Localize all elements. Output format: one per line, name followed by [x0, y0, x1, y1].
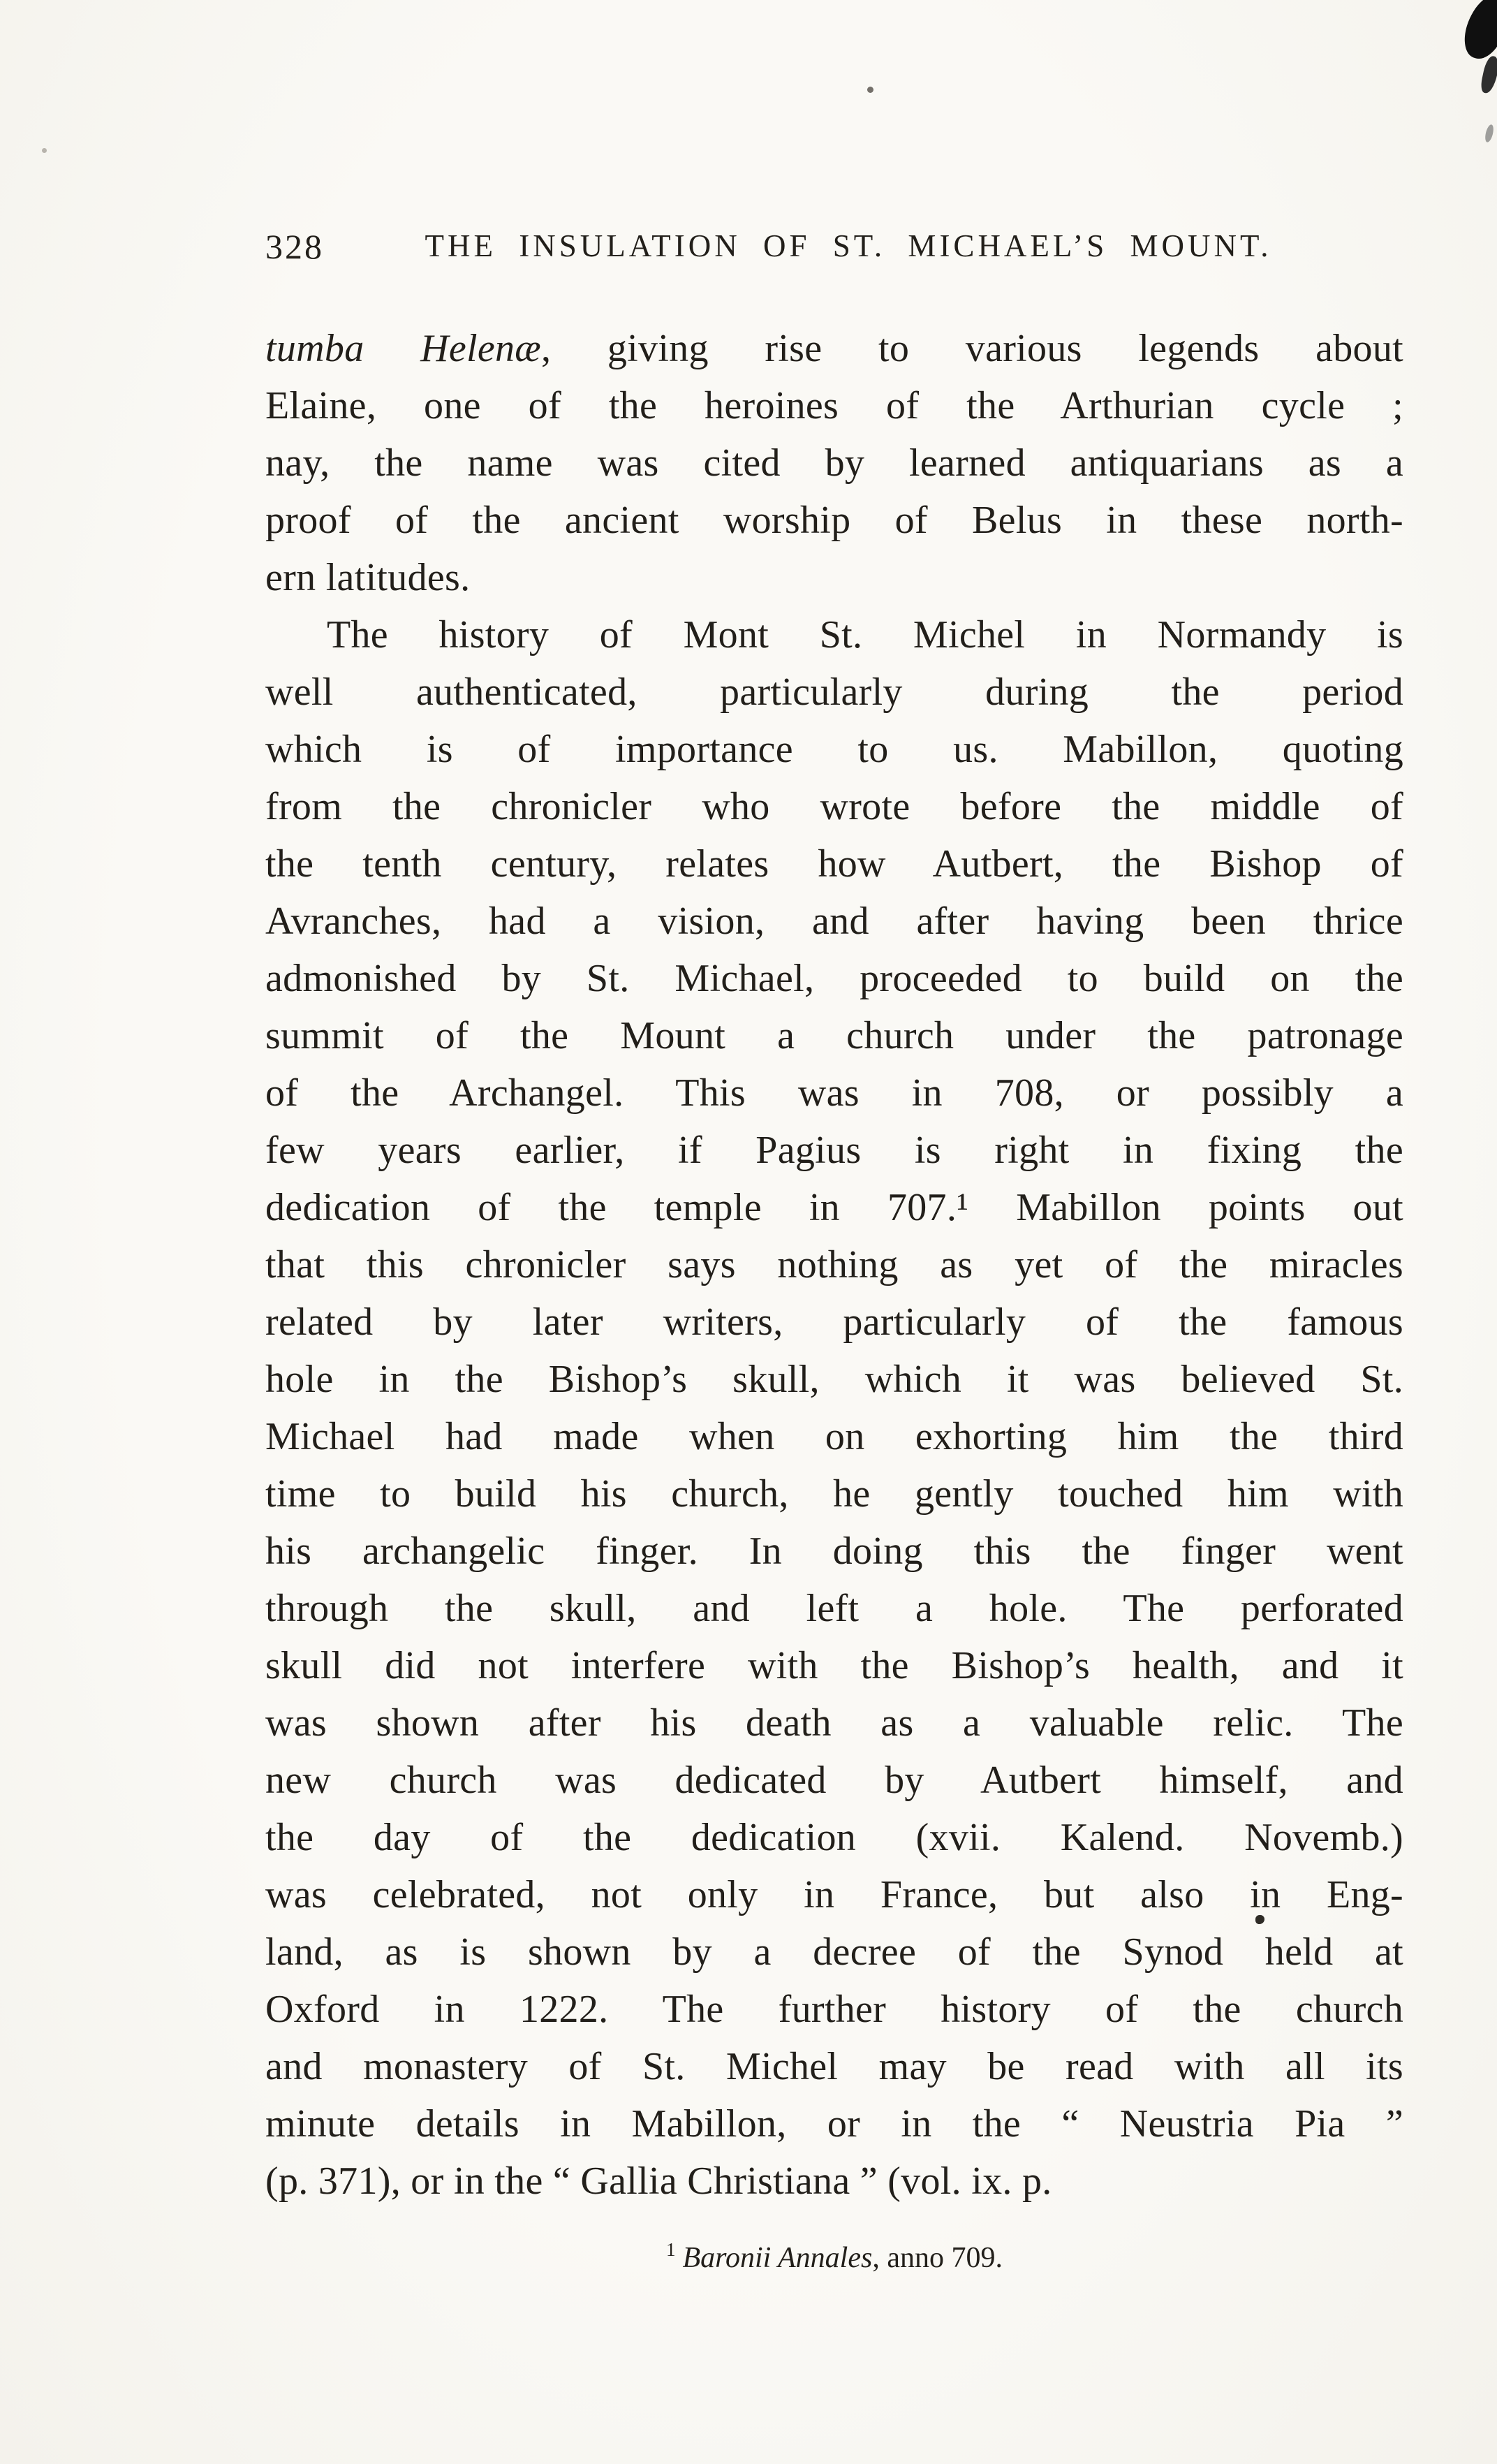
text-line: admonished by St. Michael, proceeded to build on the — [265, 957, 1403, 1000]
text-line: Avranches, had a vision, and after having been thrice — [265, 900, 1403, 943]
text-line: his archangelic finger. In doing this the finger went — [265, 1530, 1403, 1573]
text-line: was shown after his death as a valuable relic. The — [265, 1701, 1403, 1745]
text-line: and monastery of St. Michel may be read with all its — [265, 2045, 1403, 2088]
text-line: was celebrated, not only in France, but also in Eng- — [265, 1873, 1403, 1916]
italic-phrase: tumba Helenæ — [265, 327, 541, 370]
text-line: minute details in Mabillon, or in the “ Neustria Pia ” — [265, 2102, 1403, 2146]
text-segment: , giving rise to various legends about — [540, 327, 1403, 370]
text-line: well authenticated, particularly during the period — [265, 670, 1403, 714]
text-line — [265, 320, 1403, 377]
text-line: which is of importance to us. Mabillon, quoting — [265, 728, 1403, 771]
text-line: that this chronicler says nothing as yet of the miracles — [265, 1243, 1403, 1286]
text-line: time to build his church, he gently touched him with — [265, 1472, 1403, 1516]
footnote-marker: 1 — [666, 2239, 676, 2260]
text-line: ern latitudes. — [265, 556, 471, 599]
text-line: from the chronicler who wrote before the middle of — [265, 785, 1403, 828]
text-line: nay, the name was cited by learned antiquarians as a — [265, 441, 1403, 485]
text-line: through the skull, and left a hole. The perforated — [265, 1587, 1403, 1630]
page-header — [265, 223, 1403, 272]
text-line: skull did not interfere with the Bishop’s health, and it — [265, 1644, 1403, 1687]
text-line: Oxford in 1222. The further history of the church — [265, 1988, 1403, 2031]
ink-speck — [42, 148, 47, 153]
ink-speck — [867, 87, 873, 93]
text-line: the tenth century, relates how Autbert, the Bishop of — [265, 842, 1403, 886]
text-line: proof of the ancient worship of Belus in these north- — [265, 499, 1403, 542]
text-line: Michael had made when on exhorting him the third — [265, 1415, 1403, 1458]
text-line: new church was dedicated by Autbert himself, and — [265, 1759, 1403, 1802]
text-line: of the Archangel. This was in 708, or possibly a — [265, 1071, 1403, 1115]
text-line: Elaine, one of the heroines of the Arthurian cycle ; — [265, 384, 1403, 427]
text-line: hole in the Bishop’s skull, which it was believed St. — [265, 1358, 1403, 1401]
text-line: land, as is shown by a decree of the Synod held at — [265, 1930, 1403, 1974]
paragraph-history — [265, 606, 1403, 2210]
text-line: few years earlier, if Pagius is right in fixing the — [265, 1129, 1403, 1172]
footnote-rest: , anno 709. — [872, 2242, 1003, 2274]
text-line: summit of the Mount a church under the patronage — [265, 1014, 1403, 1057]
paragraph-continuation — [265, 320, 1403, 606]
footnote-work-title: Baronii Annales — [682, 2242, 873, 2274]
text-line: dedication of the temple in 707.¹ Mabillon points out — [265, 1186, 1403, 1229]
text-line: (p. 371), or in the “ Gallia Christiana ” (vol. ix. p. — [265, 2159, 1052, 2203]
running-title: THE INSULATION OF ST. MICHAEL’S MOUNT. — [425, 228, 1272, 263]
text-block — [265, 320, 1403, 2210]
scan-artifact — [1480, 55, 1497, 95]
page-number: 328 — [265, 227, 324, 266]
text-line: The history of Mont St. Michel in Normandy is — [327, 613, 1403, 657]
scan-artifact — [1458, 0, 1497, 64]
text-line: the day of the dedication (xvii. Kalend. Novemb.) — [265, 1816, 1403, 1859]
footnote — [265, 2239, 1403, 2275]
scan-artifact — [1484, 124, 1495, 143]
text-line: related by later writers, particularly of the famous — [265, 1300, 1403, 1344]
